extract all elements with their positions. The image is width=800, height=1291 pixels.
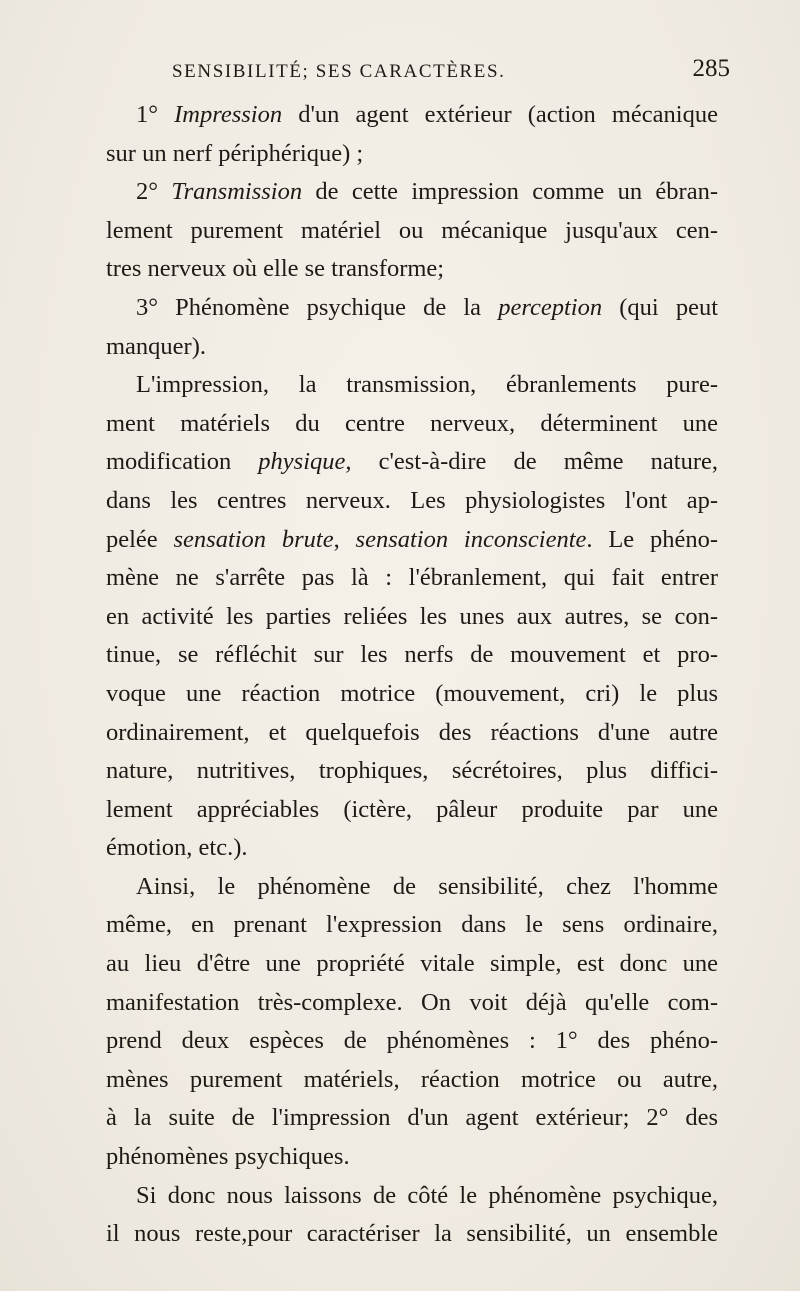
running-head-title: SENSIBILITÉ; SES CARACTÈRES. xyxy=(172,61,506,82)
text-segment: émotion, etc.). xyxy=(106,834,248,862)
body-text xyxy=(106,96,718,1254)
text-line xyxy=(106,984,718,1023)
text-segment: . Le phéno- xyxy=(586,525,718,553)
text-segment: tinue, se réfléchit sur les nerfs de mouvement et pro- xyxy=(106,641,718,669)
text-line xyxy=(106,1061,718,1100)
text-line xyxy=(106,521,718,560)
text-line xyxy=(106,250,718,289)
italic-term: sensation inconsciente xyxy=(355,525,587,553)
text-segment: phénomènes psychiques. xyxy=(106,1143,350,1171)
text-line xyxy=(106,714,718,753)
text-segment: 3° Phénomène psychique de la xyxy=(136,293,499,321)
text-line xyxy=(106,906,718,945)
text-segment: tres nerveux où elle se transforme; xyxy=(106,255,445,283)
text-line xyxy=(106,366,718,405)
text-line xyxy=(106,135,718,174)
text-segment: au lieu d'être une propriété vitale simple, est donc une xyxy=(106,950,718,978)
text-segment: sur un nerf périphérique) ; xyxy=(106,139,364,167)
text-line xyxy=(106,752,718,791)
text-segment: Si donc nous laissons de côté le phénomène psychique, xyxy=(136,1181,718,1209)
text-segment: , xyxy=(333,525,356,553)
text-segment: nature, nutritives, trophiques, sécrétoires, plus diffici- xyxy=(106,757,718,785)
text-segment: prend deux espèces de phénomènes : 1° des phéno- xyxy=(106,1027,718,1055)
text-segment: il nous reste,pour caractériser la sensibilité, un ensemble xyxy=(106,1220,718,1248)
text-segment: Ainsi, le phénomène de sensibilité, chez l'homme xyxy=(136,872,718,900)
text-segment: lement appréciables (ictère, pâleur produite par une xyxy=(106,795,718,823)
running-head xyxy=(172,55,730,87)
text-segment: L'impression, la transmission, ébranlements pure- xyxy=(136,371,718,399)
text-line xyxy=(106,636,718,675)
page-number: 285 xyxy=(692,55,730,82)
text-line xyxy=(106,598,718,637)
text-line xyxy=(106,559,718,598)
italic-term: sensation brute xyxy=(173,525,334,553)
text-segment: voque une réaction motrice (mouvement, cri) le plus xyxy=(106,679,718,707)
text-segment: même, en prenant l'expression dans le sens ordinaire, xyxy=(106,911,718,939)
text-line xyxy=(106,829,718,868)
text-line xyxy=(106,868,718,907)
italic-term: physique, xyxy=(258,448,352,476)
text-line xyxy=(106,482,718,521)
text-line xyxy=(106,405,718,444)
text-segment: lement purement matériel ou mécanique jusqu'aux cen- xyxy=(106,216,718,244)
text-line xyxy=(106,1177,718,1216)
text-line xyxy=(106,1215,718,1254)
text-line xyxy=(106,1099,718,1138)
text-line xyxy=(106,443,718,482)
text-segment: manquer). xyxy=(106,332,206,360)
text-segment: mènes purement matériels, réaction motrice ou autre, xyxy=(106,1065,718,1093)
italic-term: Impression xyxy=(174,101,283,128)
text-segment: 1° xyxy=(136,101,175,128)
text-line xyxy=(106,945,718,984)
text-line xyxy=(106,96,718,135)
text-segment: à la suite de l'impression d'un agent extérieur; 2° des xyxy=(106,1104,718,1132)
text-segment: manifestation très-complexe. On voit déjà qu'elle com- xyxy=(106,988,718,1016)
text-line xyxy=(106,289,718,328)
text-segment: ment matériels du centre nerveux, déterminent une xyxy=(106,409,718,437)
text-segment: c'est-à-dire de même nature, xyxy=(351,448,718,476)
text-segment: mène ne s'arrête pas là : l'ébranlement, qui fait entrer xyxy=(106,564,718,592)
italic-term: perception xyxy=(498,293,603,321)
text-segment: pelée xyxy=(106,525,174,553)
italic-term: Transmission xyxy=(171,178,303,206)
text-segment: d'un agent extérieur (action mécanique xyxy=(282,101,718,128)
text-line xyxy=(106,212,718,251)
text-line xyxy=(106,791,718,830)
text-segment: modification xyxy=(106,448,259,476)
text-line xyxy=(106,173,718,212)
text-line xyxy=(106,1022,718,1061)
text-line xyxy=(106,328,718,367)
text-segment: de cette impression comme un ébran- xyxy=(302,178,718,206)
text-segment: (qui peut xyxy=(602,293,718,321)
text-segment: ordinairement, et quelquefois des réactions d'une autre xyxy=(106,718,718,746)
text-line xyxy=(106,1138,718,1177)
text-segment: dans les centres nerveux. Les physiologistes l'ont ap- xyxy=(106,486,718,514)
text-segment: en activité les parties reliées les unes aux autres, se con- xyxy=(106,602,718,630)
text-line xyxy=(106,675,718,714)
text-segment: 2° xyxy=(136,178,172,206)
